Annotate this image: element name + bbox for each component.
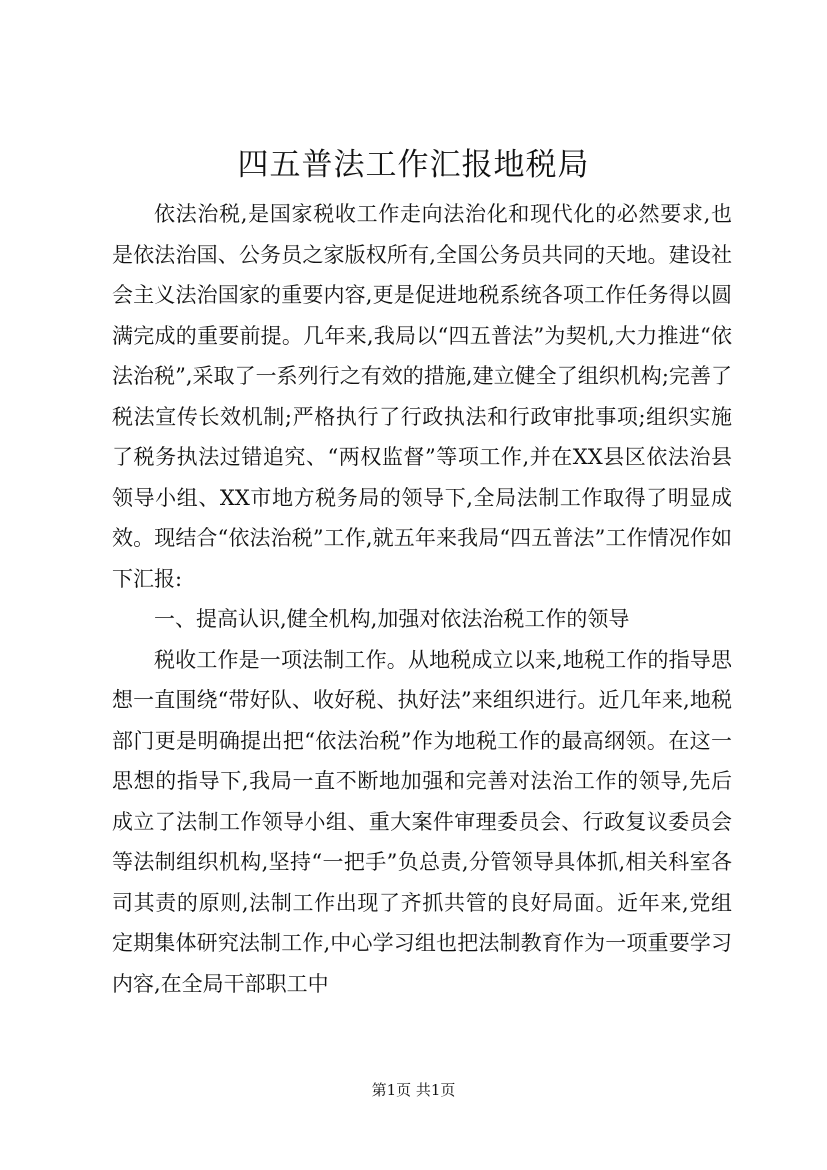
section-paragraph: 税收工作是一项法制工作。从地税成立以来,地税工作的指导思想一直围绕“带好队、收好税、执好法”来组织进行。近几年来,地税部门更是明确提出把“依法治税”作为地税工作的最高纲领。在这一思想的指导下,我局一直不断地加强和完善对法治工作的领导,先后成立了法制工作领导小组、重大案件审理委员会、行政复议委员会等法制组织机构,坚持“一把手”负总责,分管领导具体抓,相关科室各司其责的原则,法制工作出现了齐抓共管的良好局面。近年来,党组定期集体研究法制工作,中心学习组也把法制教育作为一项重要学习内容,在全局干部职工中	[112, 647, 732, 996]
intro-paragraph: 依法治税,是国家税收工作走向法治化和现代化的必然要求,也是依法治国、公务员之家版权所有,全国公务员共同的天地。建设社会主义法治国家的重要内容,更是促进地税系统各项工作任务得以圆满完成的重要前提。几年来,我局以“四五普法”为契机,大力推进“依法治税”,采取了一系列行之有效的措施,建立健全了组织机构;完善了税法宣传长效机制;严格执行了行政执法和行政审批事项;组织实施了税务执法过错追究、“两权监督”等项工作,并在XX县区依法治县领导小组、XX市地方税务局的领导下,全局法制工作取得了明显成效。现结合“依法治税”工作,就五年来我局“四五普法”工作情况作如下汇报:	[112, 202, 732, 591]
section-heading: 一、提高认识,健全机构,加强对依法治税工作的领导	[154, 607, 630, 631]
document-body	[112, 194, 732, 1004]
page-footer: 第1页 共1页	[371, 1081, 456, 1099]
document-title: 四五普法工作汇报地税局	[237, 147, 590, 183]
